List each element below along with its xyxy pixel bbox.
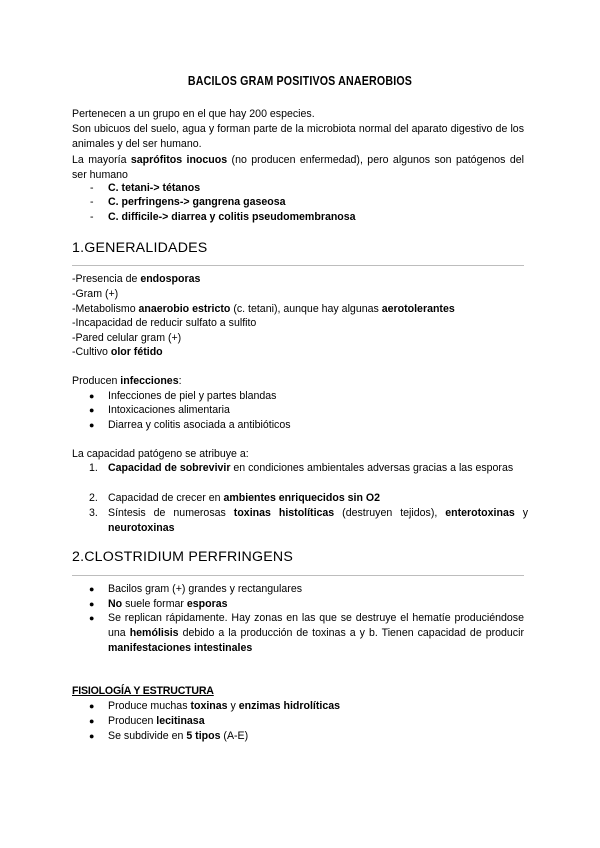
intro-line-2: Son ubicuos del suelo, agua y forman parte de la microbiota normal del aparato digestivo de los animales y del ser humano. bbox=[72, 123, 524, 150]
species-item: C. perfringens-> gangrena gaseosa bbox=[108, 196, 286, 208]
infections-intro: Producen infecciones: bbox=[72, 375, 182, 387]
perfringens-item: No suele formar esporas bbox=[108, 598, 228, 610]
subheading-fisiologia: FISIOLOGÍA Y ESTRUCTURA bbox=[72, 685, 214, 697]
fisiologia-item: Se subdivide en 5 tipos (A-E) bbox=[108, 730, 249, 742]
perfringens-item: Se replican rápidamente. Hay zonas en las que se destruye el hematíe produciéndose una hemólisis debido a la producción de toxinas a y b. Tienen capacidad de producir manifestaciones intestinales bbox=[108, 612, 524, 654]
bullet-icon: ● bbox=[89, 716, 95, 726]
generalidades-line: -Metabolismo anaerobio estricto (c. tetani), aunque hay algunas aerotolerantes bbox=[72, 303, 455, 315]
section-heading-clostridium-perfringens: 2.CLOSTRIDIUM PERFRINGENS bbox=[72, 549, 293, 565]
fisiologia-item: Producen lecitinasa bbox=[108, 715, 205, 727]
section-heading-generalidades: 1.GENERALIDADES bbox=[72, 240, 208, 256]
capacity-intro: La capacidad patógeno se atribuye a: bbox=[72, 448, 249, 460]
bullet-icon: ● bbox=[89, 731, 95, 741]
infection-item: Intoxicaciones alimentaria bbox=[108, 404, 230, 416]
bullet-icon: ● bbox=[89, 405, 95, 415]
species-item: C. difficile-> diarrea y colitis pseudomembranosa bbox=[108, 211, 356, 223]
bullet-icon: ● bbox=[89, 613, 95, 623]
capacity-item: Capacidad de sobrevivir en condiciones ambientales adversas gracias a las esporas bbox=[108, 462, 514, 474]
generalidades-line: -Presencia de endosporas bbox=[72, 273, 201, 285]
bullet-icon: ● bbox=[89, 701, 95, 711]
bullet-icon: ● bbox=[89, 391, 95, 401]
bullet-icon: ● bbox=[89, 599, 95, 609]
document-title: BACILOS GRAM POSITIVOS ANAEROBIOS bbox=[187, 73, 413, 88]
generalidades-line: -Incapacidad de reducir sulfato a sulfito bbox=[72, 317, 257, 329]
capacity-item: Capacidad de crecer en ambientes enriquecidos sin O2 bbox=[108, 492, 381, 504]
species-item: C. tetani-> tétanos bbox=[108, 182, 201, 194]
intro-line-1: Pertenecen a un grupo en el que hay 200 especies. bbox=[72, 108, 315, 120]
infection-item: Infecciones de piel y partes blandas bbox=[108, 390, 277, 402]
section-divider bbox=[72, 265, 524, 266]
fisiologia-item: Produce muchas toxinas y enzimas hidrolíticas bbox=[108, 700, 340, 712]
infection-item: Diarrea y colitis asociada a antibióticos bbox=[108, 419, 291, 431]
list-number: 2. bbox=[89, 492, 98, 504]
intro-line-3: La mayoría saprófitos inocuos (no producen enfermedad), pero algunos son patógenos del ser humano bbox=[72, 154, 524, 181]
capacity-item: Síntesis de numerosas toxinas histolíticas (destruyen tejidos), enterotoxinas y neurotoxinas bbox=[108, 507, 529, 534]
generalidades-line: -Cultivo olor fétido bbox=[72, 346, 163, 358]
dash-marker: - bbox=[90, 196, 94, 208]
list-number: 1. bbox=[89, 462, 98, 474]
dash-marker: - bbox=[90, 182, 94, 194]
list-number: 3. bbox=[89, 507, 98, 519]
dash-marker: - bbox=[90, 211, 94, 223]
bullet-icon: ● bbox=[89, 420, 95, 430]
generalidades-line: -Pared celular gram (+) bbox=[72, 332, 182, 344]
perfringens-item: Bacilos gram (+) grandes y rectangulares bbox=[108, 583, 303, 595]
generalidades-line: -Gram (+) bbox=[72, 288, 119, 300]
bullet-icon: ● bbox=[89, 584, 95, 594]
section-divider bbox=[72, 575, 524, 576]
